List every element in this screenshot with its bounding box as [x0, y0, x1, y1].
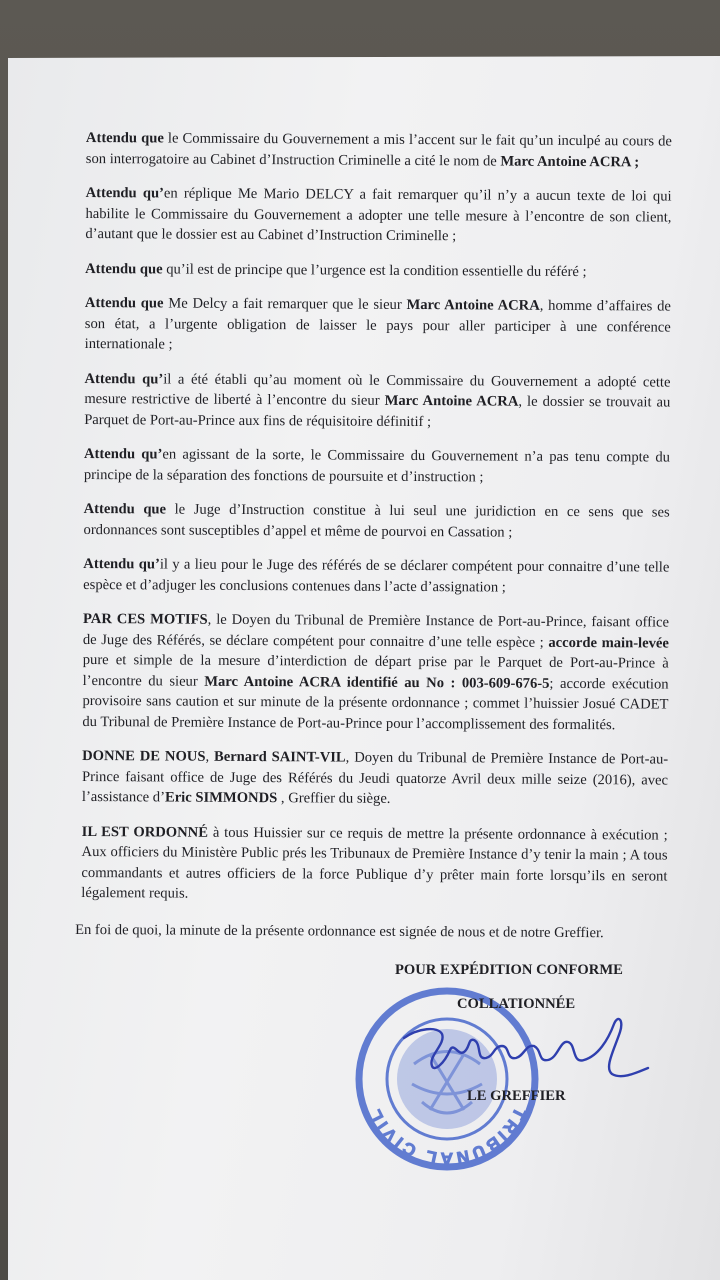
text-segment: , le dossier se trouvait au Parquet de Port-au-Prince aux fins de réquisitoire définitif ;	[84, 393, 671, 430]
paragraph-lead: IL EST ORDONNÉ	[81, 823, 209, 841]
paragraph	[85, 293, 671, 358]
le-greffier-label: LE GREFFIER	[467, 1088, 566, 1104]
paragraph-list	[81, 128, 672, 907]
paragraph	[83, 499, 669, 544]
greffier-signature	[398, 1010, 650, 1084]
closing-statement: En foi de quoi, la minute de la présente ordonnance est signée de nous et de notre Greffier.	[75, 921, 604, 941]
pour-expedition-conforme: POUR EXPÉDITION CONFORME	[395, 962, 623, 978]
text-segment: à tous Huissier sur ce requis de mettre la présente ordonnance à exécution ; Aux officiers du Ministère Public prés les Tribunaux de Première Instance d’y tenir la main ; A tous commandants et autres officiers de la force Publique d’y prêter main forte lorsqu’ils en seront légalement requis.	[81, 824, 668, 902]
text-segment: , Greffier du siège.	[277, 790, 391, 807]
text-segment: , Doyen du Tribunal de Première Instance de Port-au-Prince faisant office de Juge des Référés du Jeudi quatorze Avril deux mille seize (2016), avec l’assistance d’	[81, 749, 669, 806]
document-body	[75, 128, 672, 958]
text-segment: pure et simple de la mesure d’interdiction de départ prise par le Parquet de Port-au-Prince à l’encontre du sieur	[82, 651, 669, 690]
paragraph-lead: Attendu que	[83, 500, 167, 518]
bold-segment: Marc Antoine ACRA identifié au No : 003-609-676-5	[204, 673, 550, 692]
paragraph	[83, 554, 669, 599]
bold-segment: Marc Antoine ACRA	[406, 296, 540, 314]
paragraph	[84, 444, 670, 489]
paragraph	[84, 368, 670, 433]
paragraph-lead: Attendu que	[85, 260, 163, 277]
stamp-text-path: TRIBUNAL CIVIL	[364, 1104, 530, 1169]
text-segment: Me Delcy a fait remarquer que le sieur	[163, 295, 407, 313]
paragraph-lead: Attendu qu’	[83, 555, 160, 573]
text-segment: ,	[205, 748, 215, 765]
bold-segment: accorde main-levée	[548, 634, 669, 652]
paragraph-lead: PAR CES MOTIFS	[82, 610, 208, 628]
paragraph	[82, 746, 668, 811]
paragraph-lead: Attendu que	[84, 294, 164, 312]
text-segment: en réplique Me Mario DELCY a fait remarquer qu’il n’y a aucun texte de loi qui habilite le Commissaire du Gouvernement a adopter une telle mesure à l’encontre de son client, d’autant que le dossier est au Cabinet d’Instruction Criminelle ;	[85, 185, 672, 245]
paragraph	[85, 183, 671, 248]
paragraph-lead: Attendu qu’	[83, 445, 163, 463]
text-segment: le Juge d’Instruction constitue à lui seul une juridiction en ce sens que ses ordonnances sont susceptibles d’appel et même de pourvoi en Cassation ;	[83, 501, 670, 541]
text-segment: ; accorde exécution provisoire sans caution et sur minute de la présente ordonnance ; commet l’huissier Josué CADET du Tribunal de Première Instance de Port-au-Prince pour l’accomplissement des formalités.	[82, 675, 669, 733]
text-segment: en agissant de la sorte, le Commissaire du Gouvernement n’a pas tenu compte du principe de la séparation des fonctions de poursuite et d’instruction ;	[83, 446, 671, 485]
text-segment: qu’il est de principe que l’urgence est la condition essentielle du référé ;	[162, 260, 587, 280]
signature-stroke	[404, 1019, 648, 1076]
bold-segment: Eric SIMMONDS	[164, 789, 278, 807]
paragraph	[86, 128, 672, 173]
paragraph	[81, 821, 667, 907]
paragraph	[85, 258, 671, 282]
paragraph-lead: Attendu que	[85, 129, 164, 147]
text-segment: , le Doyen du Tribunal de Première Instance de Port-au-Prince, faisant office de Juge des Référés, se déclare compétent pour connaitre d’une telle espèce ;	[82, 611, 670, 651]
bold-segment: Bernard SAINT-VIL	[213, 748, 346, 766]
collationnee-label: COLLATIONNÉE	[457, 996, 576, 1012]
text-segment: il a été établi qu’au moment où le Commissaire du Gouvernement a adopté cette mesure restrictive de liberté à l’encontre du sieur	[84, 370, 671, 409]
text-segment: , homme d’affaires de son état, a l’urgente obligation de laisser le pays pour aller participer à une conférence internationale ;	[84, 297, 671, 353]
paragraph	[82, 609, 669, 736]
bold-segment: Marc Antoine ACRA ;	[500, 153, 640, 170]
paragraph-lead: Attendu qu’	[85, 184, 164, 202]
bold-segment: Marc Antoine ACRA	[384, 392, 519, 410]
text-segment: le Commissaire du Gouvernement a mis l’accent sur le fait qu’un inculpé au cours de son interrogatoire au Cabinet d’Instruction Criminelle a cité le nom de	[85, 130, 672, 170]
text-segment: il y a lieu pour le Juge des référés de se déclarer compétent pour connaitre d’une telle espèce et d’adjuger les conclusions contenues dans l’acte d’assignation ;	[83, 556, 670, 596]
paragraph-lead: DONNE DE NOUS	[82, 747, 206, 765]
paragraph-lead: Attendu qu’	[84, 370, 164, 387]
